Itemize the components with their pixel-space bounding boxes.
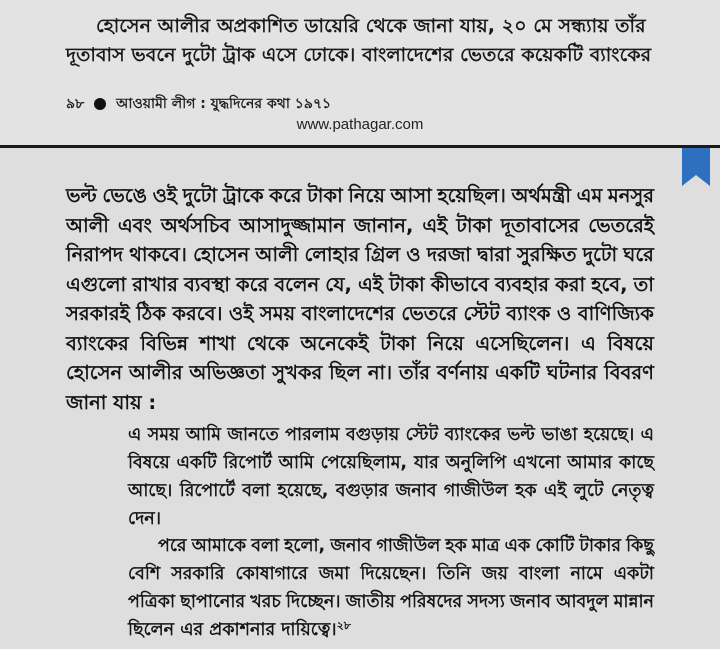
footnote-marker[interactable]: ২৮ bbox=[336, 619, 351, 632]
paragraph-line-3: নিরাপদ থাকবে। হোসেন আলী লোহার গ্রিল ও দরজা দ্বারা সুরক্ষিত দুটো ঘরে bbox=[66, 243, 654, 266]
quote2-line-3: পত্রিকা ছাপানোর খরচ দিচ্ছেন। জাতীয় পরিষদের সদস্য জনাব আবদুল মান্নান bbox=[128, 592, 654, 612]
quote2-line-2: বেশি সরকারি কোষাগারে জমা দিয়েছেন। তিনি জয় বাংলা নামে একটা bbox=[128, 564, 654, 584]
quote1-line-2: বিষয়ে একটি রিপোর্ট আমি পেয়েছিলাম, যার অনুলিপি এখনো আমার কাছে bbox=[128, 453, 654, 473]
paragraph-line-6: ব্যাংকের বিভিন্ন শাখা থেকে অনেকেই টাকা নিয়ে এসেছিলেন। এ বিষয়ে bbox=[66, 331, 654, 355]
paragraph-line-5: সরকারই ঠিক করবে। ওই সময় বাংলাদেশের ভেতরে স্টেট ব্যাংক ও বাণিজ্যিক bbox=[66, 302, 654, 325]
book-title: আওয়ামী লীগ : যুদ্ধদিনের কথা ১৯৭১ bbox=[116, 96, 332, 112]
paragraph-line-4: এগুলো রাখার ব্যবস্থা করে বলেন যে, এই টাকা কীভাবে ব্যবহার করা হবে, তা bbox=[66, 272, 654, 296]
previous-page-line-2: দূতাবাস ভবনে দুটো ট্রাক এসে ঢোকে। বাংলাদেশের ভেতরে কয়েকটি ব্যাংকের bbox=[66, 44, 652, 66]
current-page bbox=[0, 148, 720, 649]
paragraph-line-8: জানা যায় : bbox=[66, 390, 157, 414]
quote2-line-1: পরে আমাকে বলা হলো, জনাব গাজীউল হক মাত্র এক কোটি টাকার কিছু bbox=[158, 536, 654, 556]
previous-page-line-1: হোসেন আলীর অপ্রকাশিত ডায়েরি থেকে জানা যায়, ২০ মে সন্ধ্যায় তাঁর bbox=[96, 15, 646, 37]
bookmark-icon[interactable] bbox=[682, 148, 710, 186]
paragraph-line-2: আলী এবং অর্থসচিব আসাদুজ্জামান জানান, এই টাকা দূতাবাসের ভেতরেই bbox=[66, 213, 654, 237]
quote2-line-4: ছিলেন এর প্রকাশনার দায়িত্বে। ২৮ bbox=[128, 617, 654, 646]
quote1-line-1: এ সময় আমি জানতে পারলাম বগুড়ায় স্টেট ব্যাংকের ভল্ট ভাঙা হয়েছে। এ bbox=[128, 425, 654, 445]
bullet-icon bbox=[94, 98, 106, 110]
page-number: ৯৮ bbox=[66, 96, 85, 112]
quote1-line-3: আছে। রিপোর্টে বলা হয়েছে, বগুড়ার জনাব গাজীউল হক এই লুটে নেতৃত্ব bbox=[128, 481, 654, 501]
source-url: www.pathagar.com bbox=[296, 116, 424, 133]
page-footer bbox=[66, 92, 331, 116]
paragraph-line-1: ভল্ট ভেঙে ওই দুটো ট্রাকে করে টাকা নিয়ে আসা হয়েছিল। অর্থমন্ত্রী এম মনসুর bbox=[66, 184, 654, 207]
quote1-line-4: দেন। bbox=[128, 509, 161, 529]
paragraph-line-7: হোসেন আলীর অভিজ্ঞতা সুখকর ছিল না। তাঁর বর্ণনায় একটি ঘটনার বিবরণ bbox=[66, 361, 654, 384]
previous-page bbox=[0, 0, 720, 146]
